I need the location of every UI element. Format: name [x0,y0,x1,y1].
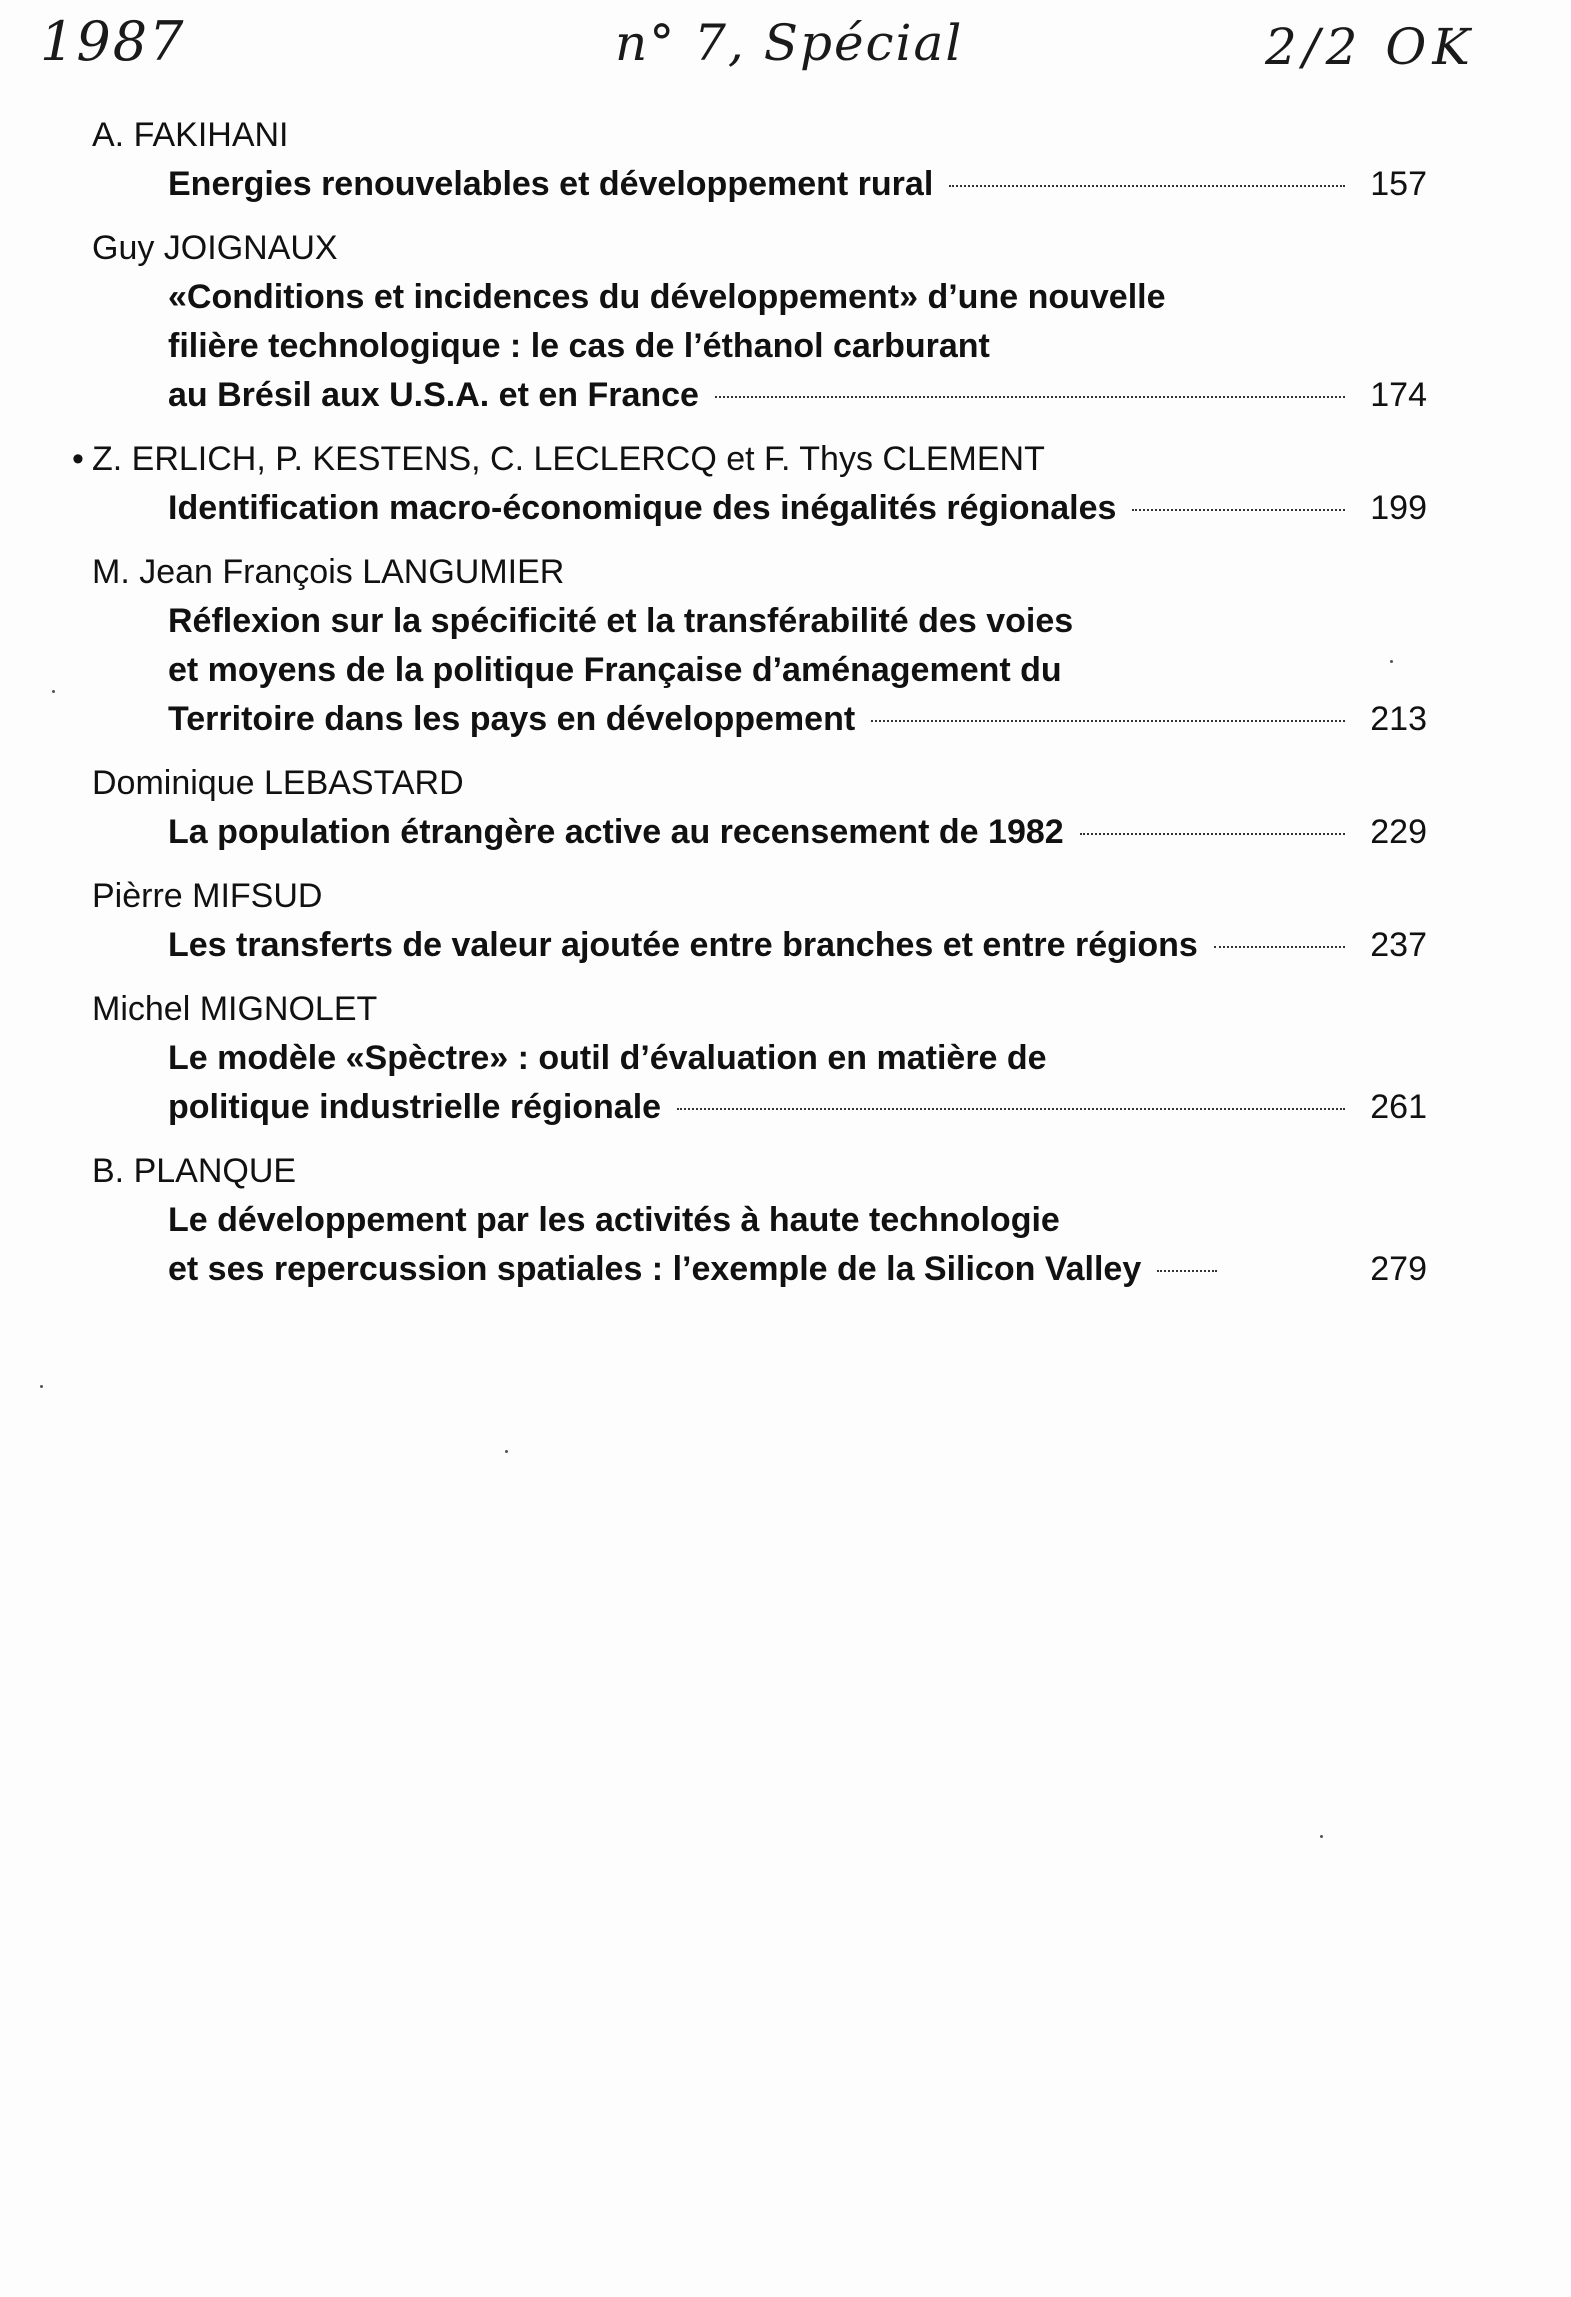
entry-title [168,808,1452,857]
entry-author-text: Z. ERLICH, P. KESTENS, C. LECLERCQ et F. Thys CLEMENT [92,440,1045,478]
dot-leader [871,720,1345,722]
entry-page-number: 229 [1370,813,1427,851]
toc-entry [92,110,1452,209]
entry-title-line: Le développement par les activités à haute technologie [168,1201,1060,1239]
entry-title-line: «Conditions et incidences du développement» d’une nouvelle [168,278,1166,316]
entry-author [72,434,1452,484]
entry-title-text: Energies renouvelables et développement rural [168,165,934,203]
toc-entry [92,984,1452,1132]
toc-entry [92,547,1452,744]
entry-title-line [168,808,1427,857]
entry-title [168,160,1452,209]
entry-author: M. Jean François LANGUMIER [92,553,565,591]
entry-author: Michel MIGNOLET [92,990,378,1028]
entry-title-line [168,695,1427,744]
scan-speck [52,690,55,693]
entry-author: Pièrre MIFSUD [92,877,323,915]
entry-author: A. FAKIHANI [92,116,289,154]
entry-page-number: 199 [1370,489,1427,527]
entry-title-line: et moyens de la politique Française d’aménagement du [168,651,1062,689]
handwritten-issue-note: n° 7, Spécial [615,14,964,72]
entry-title [168,273,1452,420]
entry-page-number: 157 [1370,165,1427,203]
entry-title [168,1196,1452,1294]
dot-leader [949,185,1345,187]
dot-leader [1214,946,1345,948]
entry-author: B. PLANQUE [92,1152,297,1190]
dot-leader [715,396,1345,398]
entry-title-line [168,160,1427,209]
entry-title-line [168,1083,1427,1132]
entry-title-text: Les transferts de valeur ajoutée entre branches et entre régions [168,926,1198,964]
dot-leader [677,1108,1345,1110]
entry-author: Dominique LEBASTARD [92,764,464,802]
entry-page-number: 237 [1370,926,1427,964]
entry-title-text: Identification macro-économique des inégalités régionales [168,489,1117,527]
entry-title [168,921,1452,970]
entry-title-line [168,1245,1427,1294]
dot-leader [1132,509,1345,511]
entry-title-text: Territoire dans les pays en développement [168,700,856,738]
entry-page-number: 174 [1370,376,1427,414]
bullet-mark: • [72,440,84,478]
entry-page-number: 279 [1370,1250,1427,1288]
entry-page-number: 213 [1370,700,1427,738]
toc-entry [92,1146,1452,1294]
entry-page-number: 261 [1370,1088,1427,1126]
entry-title-text: La population étrangère active au recensement de 1982 [168,813,1064,851]
entry-title-line [168,921,1427,970]
entry-author: Guy JOIGNAUX [92,229,338,267]
handwritten-year: 1987 [40,10,186,73]
toc-entry [92,223,1452,420]
entry-title-line: filière technologique : le cas de l’éthanol carburant [168,327,990,365]
dot-leader [1080,833,1345,835]
entry-title [168,1034,1452,1132]
dot-leader [1157,1270,1217,1272]
table-of-contents [72,110,1452,1308]
entry-title-text: et ses repercussion spatiales : l’exemple de la Silicon Valley [168,1250,1142,1288]
entry-title-line [168,371,1427,420]
toc-entry [92,871,1452,970]
entry-title-line: Le modèle «Spèctre» : outil d’évaluation en matière de [168,1039,1047,1077]
scan-speck [505,1450,508,1453]
handwritten-status-note: 2/2 OK [1265,18,1476,76]
entry-title-text: politique industrielle régionale [168,1088,662,1126]
entry-title-line [168,484,1427,533]
entry-title-line: Réflexion sur la spécificité et la transférabilité des voies [168,602,1074,640]
scan-speck [1390,660,1393,663]
entry-title [168,484,1452,533]
toc-entry [72,434,1452,533]
entry-title-text: au Brésil aux U.S.A. et en France [168,376,699,414]
entry-title [168,597,1452,744]
toc-entry [92,758,1452,857]
scan-speck [40,1385,43,1388]
scan-speck [1320,1835,1323,1838]
